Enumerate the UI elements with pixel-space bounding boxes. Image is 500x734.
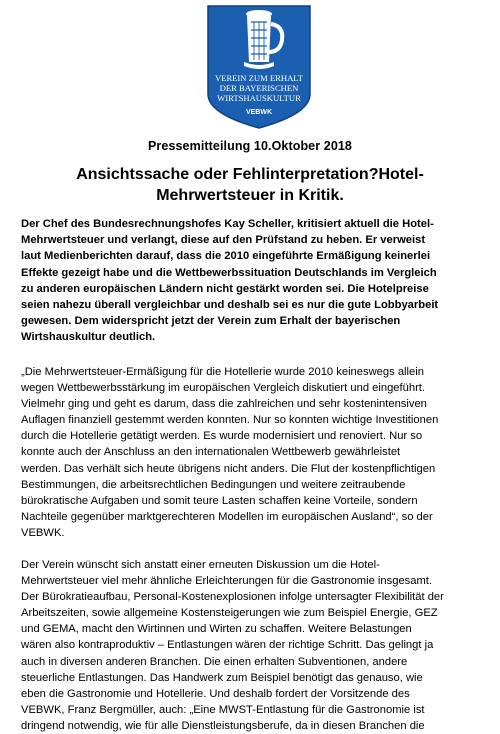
lead-line: Effekte gezeigt habe und die Wettbewerbssituation Deutschlands im Vergleich bbox=[21, 266, 437, 279]
paragraph-line: Vielmehr ging und geht es darum, dass die zahlreichen und sehr kostenintensiven bbox=[21, 398, 427, 411]
paragraph-line: Der Verein wünscht sich anstatt einer erneuten Diskussion um die Hotel- bbox=[21, 559, 380, 571]
headline bbox=[60, 164, 440, 206]
body-paragraph-2 bbox=[21, 557, 483, 734]
press-release-date: Pressemitteilung 10.Oktober 2018 bbox=[148, 139, 352, 153]
paragraph-line: bürokratische Aufgaben und somit teure Lasten schaffen keine Vorteile, sondern bbox=[21, 494, 418, 507]
paragraph-line: konnte auch der Anschluss an den internationalen Wettbewerb gewährleistet bbox=[21, 446, 401, 459]
lead-line: seien nahezu überall vergleichbar und deshalb sei es nur die gute Lobbyarbeit bbox=[21, 299, 439, 312]
paragraph-line: VEBWK, Franz Bergmüller, auch: „Eine MWST-Entlastung für die Gastronomie ist bbox=[21, 703, 425, 716]
logo-text-line-3: WIRTSHAUSKULTUR bbox=[217, 93, 301, 103]
paragraph-line: und GEMA, macht den Wirtinnen und Wirten zu schaffen. Weitere Belastungen bbox=[21, 623, 412, 636]
lead-line: Mehrwertsteuer und verlangt, diese auf den Prüfstand zu heben. Er verweist bbox=[21, 234, 426, 247]
lead-line: zu anderen europäischen Ländern nicht gestärkt worden sei. Die Hotelpreise bbox=[21, 282, 429, 295]
paragraph-line: steuerliche Entlastungen. Das Handwerk zum Beispiel benötigt das genauso, wie bbox=[21, 671, 423, 684]
logo-abbrev: VEBWK bbox=[245, 109, 273, 116]
lead-line: laut Medienberichten darauf, dass die 2010 eingeführte Ermäßigung keinerlei bbox=[21, 250, 431, 263]
paragraph-line: Auflagen finanziell gestemmt werden konnten. Nur so konnten wichtige Investitionen bbox=[21, 414, 439, 427]
paragraph-line: Arbeitszeiten, sowie allgemeine Kostensteigerungen wie zum Beispiel Energie, GEZ bbox=[21, 607, 438, 620]
paragraph-line: wegen Wettbewerbsstärkung im europäischen Vergleich diskutiert und eingeführt. bbox=[21, 382, 426, 395]
body-paragraph-1 bbox=[21, 364, 483, 541]
lead-paragraph bbox=[21, 216, 483, 346]
vebwk-logo bbox=[200, 2, 318, 130]
paragraph-line: Bestimmungen, die arbeitsrechtlichen Bedingungen und weitere zeitraubende bbox=[21, 478, 406, 491]
headline-line: Mehrwertsteuer in Kritik. bbox=[156, 187, 344, 204]
paragraph-line: „Die Mehrwertsteuer-Ermäßigung für die Hotellerie wurde 2010 keineswegs allein bbox=[21, 366, 424, 378]
paragraph-line: Mehrwertsteuer viel mehr ähnliche Erleichterungen für die Gastronomie insgesamt. bbox=[21, 575, 433, 588]
paragraph-line: eben die Gastronomie und Hotellerie. Und deshalb fordert der Vorsitzende des bbox=[21, 687, 410, 700]
logo-text-line-1: VEREIN ZUM ERHALT bbox=[214, 73, 304, 83]
lead-line: gewesen. Dem widerspricht jetzt der Verein zum Erhalt der bayerischen bbox=[21, 315, 401, 328]
paragraph-line: Nachteile gegenüber marktgerechteren Modellen im europäischen Ausland“, so der bbox=[21, 510, 433, 523]
lead-line: Der Chef des Bundesrechnungshofes Kay Scheller, kritisiert aktuell die Hotel- bbox=[21, 218, 434, 230]
paragraph-line: durch die Hotellerie getätigt werden. Es wurde modernisiert und renoviert. Nur so bbox=[21, 430, 423, 443]
paragraph-line: werden. Das verhält sich heute übrigens nicht anders. Die Flut der kostenpflichtigen bbox=[21, 462, 436, 475]
paragraph-line: Der Bürokratieaufbau, Personal-Kostenexplosionen infolge untersagter Flexibilität der bbox=[21, 591, 444, 604]
logo-text-line-2: DER BAYERISCHEN bbox=[219, 83, 299, 93]
paragraph-line: dringend notwendig, wie für alle Dienstleistungsberufe, da in diesen Branchen die bbox=[21, 719, 425, 732]
paragraph-line: wären also kontraproduktiv – Entlastungen wären der richtige Schritt. Das gelingt ja bbox=[21, 639, 434, 652]
paragraph-line: VEBWK. bbox=[21, 526, 65, 539]
lead-line: Wirtshauskultur deutlich. bbox=[21, 331, 156, 344]
headline-line: Ansichtssache oder Fehlinterpretation?Hotel- bbox=[76, 166, 424, 183]
paragraph-line: auch in diversen anderen Branchen. Die einen erhalten Subventionen, andere bbox=[21, 655, 408, 668]
